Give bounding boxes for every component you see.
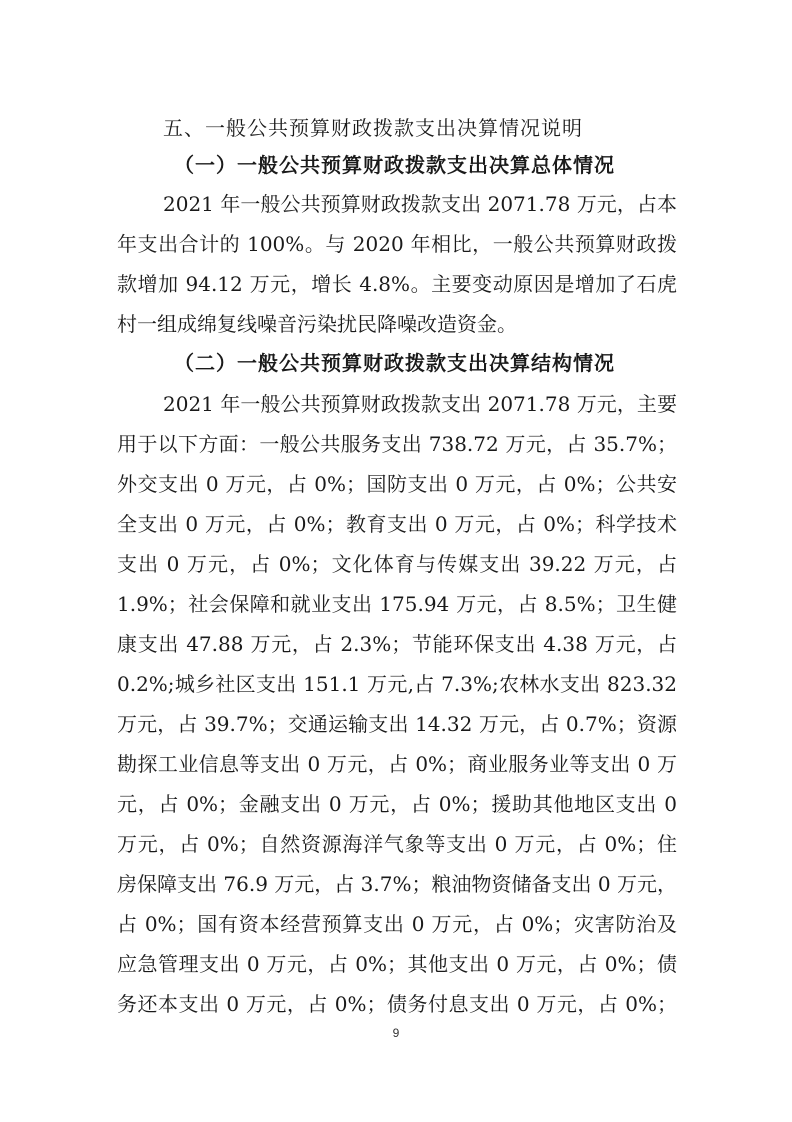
section-heading: 五、一般公共预算财政拨款支出决算情况说明 <box>163 116 583 140</box>
page-number: 9 <box>392 1026 400 1040</box>
paragraph-2-line-2: 用于以下方面：一般公共服务支出 738.72 万元，占 35.7%； <box>117 432 677 456</box>
subsection-2-heading: （二）一般公共预算财政拨款支出决算结构情况 <box>174 351 615 375</box>
subsection-1-heading: （一）一般公共预算财政拨款支出决算总体情况 <box>174 153 615 177</box>
paragraph-2-line-16: 务还本支出 0 万元，占 0%；债务付息支出 0 万元，占 0%； <box>117 992 677 1016</box>
paragraph-2-line-11: 元，占 0%；金融支出 0 万元，占 0%；援助其他地区支出 0 <box>117 792 677 816</box>
paragraph-2-line-14: 占 0%；国有资本经营预算支出 0 万元，占 0%；灾害防治及 <box>117 912 677 936</box>
paragraph-2-line-13: 房保障支出 76.9 万元，占 3.7%；粮油物资储备支出 0 万元， <box>117 872 677 896</box>
paragraph-2-line-3: 外交支出 0 万元，占 0%；国防支出 0 万元，占 0%；公共安 <box>117 472 677 496</box>
paragraph-2-line-15: 应急管理支出 0 万元，占 0%；其他支出 0 万元，占 0%；债 <box>117 952 677 976</box>
paragraph-1-line-1: 2021 年一般公共预算财政拨款支出 2071.78 万元，占本 <box>163 192 677 216</box>
paragraph-1-line-3: 款增加 94.12 万元，增长 4.8%。主要变动原因是增加了石虎 <box>117 272 677 296</box>
paragraph-2-line-4: 全支出 0 万元，占 0%；教育支出 0 万元，占 0%；科学技术 <box>117 512 677 536</box>
paragraph-2-line-1: 2021 年一般公共预算财政拨款支出 2071.78 万元，主要 <box>163 392 677 416</box>
paragraph-2-line-5: 支出 0 万元，占 0%；文化体育与传媒支出 39.22 万元，占 <box>117 552 677 576</box>
paragraph-1-line-4: 村一组成绵复线噪音污染扰民降噪改造资金。 <box>117 312 517 336</box>
paragraph-2-line-8: 0.2%;城乡社区支出 151.1 万元,占 7.3%;农林水支出 823.32 <box>117 672 677 696</box>
paragraph-2-line-12: 万元，占 0%；自然资源海洋气象等支出 0 万元，占 0%；住 <box>117 832 677 856</box>
paragraph-2-line-6: 1.9%；社会保障和就业支出 175.94 万元，占 8.5%；卫生健 <box>117 592 677 616</box>
paragraph-1-line-2: 年支出合计的 100%。与 2020 年相比，一般公共预算财政拨 <box>117 232 677 256</box>
paragraph-2-line-10: 勘探工业信息等支出 0 万元，占 0%；商业服务业等支出 0 万 <box>117 752 677 776</box>
paragraph-2-line-7: 康支出 47.88 万元，占 2.3%；节能环保支出 4.38 万元，占 <box>117 632 677 656</box>
paragraph-2-line-9: 万元，占 39.7%；交通运输支出 14.32 万元，占 0.7%；资源 <box>117 712 677 736</box>
